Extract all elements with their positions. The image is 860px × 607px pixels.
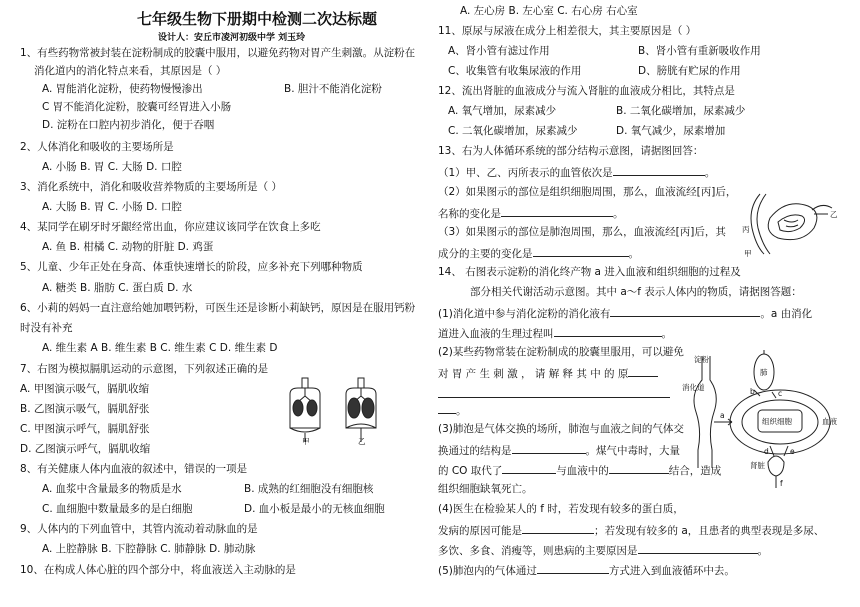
q1-stem-line2: 消化道内的消化特点来看，其原因是（ ） (34, 65, 227, 77)
q1-stem-line1: 1、有些药物常被封装在淀粉制成的胶囊中服用，以避免药物对胃产生刺激。从淀粉在 (20, 47, 416, 59)
q14-label-blood: 血液 (822, 417, 837, 426)
q14-label-b: b (750, 387, 755, 396)
q14-stem-line2: 部分相关代谢活动示意图。其中 a～f 表示人体内的物质，请据图答题： (470, 286, 802, 298)
q14-part4-line2: 发病的原因可能是 ；若发现有较多的 a，且患者的典型表现是多尿、 (438, 522, 824, 539)
q14-label-starch: 淀粉 (694, 355, 709, 364)
q14-label-a: a (720, 411, 725, 420)
q3-options: A. 大肠 B. 胃 C. 小肠 D. 口腔 (42, 201, 182, 213)
q12-option-b: B. 二氧化碳增加，尿素减少 (616, 105, 746, 117)
q14-blank-1[interactable] (610, 305, 760, 317)
q7-option-c: C. 甲图演示呼气，膈肌舒张 (20, 423, 150, 435)
q6-stem-line2: 时没有补充 (20, 322, 73, 334)
q14-blank-8[interactable] (638, 542, 758, 554)
q14-label-d: d (764, 447, 769, 456)
q12-stem: 12、流出肾脏的血液成分与流入肾脏的血液成分相比，其特点是 (438, 85, 735, 97)
q13-blank-3[interactable] (533, 245, 629, 257)
q14-part2-line1: (2)某些药物常装在淀粉制成的胶囊里服用，可以避免 (438, 346, 684, 358)
q10-stem: 10、在构成人体心脏的四个部分中，将血液送入主动脉的是 (20, 564, 296, 576)
q13-part2-line2: 名称的变化是 。 (438, 205, 624, 222)
designer-credit: 设计人：安丘市凌河初级中学 刘玉玲 (158, 33, 306, 43)
q14-part1-line1: (1)消化道中参与消化淀粉的消化液有 。a 由消化 (438, 305, 812, 322)
q14-label-tissue: 组织细胞 (762, 417, 792, 426)
q14-label-f: f (780, 479, 783, 488)
q11-option-a: A、肾小管有滤过作用 (448, 45, 550, 57)
q8-option-b: B. 成熟的红细胞没有细胞核 (244, 483, 374, 495)
q11-option-c: C、收集管有收集尿液的作用 (448, 65, 582, 77)
q11-stem: 11、原尿与尿液在成分上相差很大，其主要原因是（ ） (438, 25, 697, 37)
q12-option-d: D. 氧气减少，尿素增加 (616, 125, 726, 137)
q2-stem: 2、人体消化和吸收的主要场所是 (20, 141, 174, 153)
q13-part2-line1: （2）如果图示的部位是组织细胞周围，那么，血液流经[丙]后， (438, 186, 737, 198)
q1-option-a: A. 胃能消化淀粉，使药物慢慢渗出 (42, 83, 203, 95)
q14-part2-line3 (438, 386, 670, 403)
q13-blank-1[interactable] (613, 164, 705, 176)
q7-option-a: A. 甲图演示吸气，膈肌收缩 (20, 383, 150, 395)
q7-label-jia: 甲 (302, 437, 310, 446)
q14-blank-3b[interactable] (438, 386, 670, 398)
q9-options: A. 上腔静脉 B. 下腔静脉 C. 肺静脉 D. 肺动脉 (42, 543, 256, 555)
page-title: 七年级生物下册期中检测二次达标题 (137, 10, 378, 28)
q6-options: A. 维生素 A B. 维生素 B C. 维生素 C D. 维生素 D (42, 342, 278, 354)
q12-option-c: C. 二氧化碳增加，尿素减少 (448, 125, 578, 137)
q14-label-lung: 肺 (760, 368, 768, 377)
q4-stem: 4、某同学在刷牙时牙龈经常出血，你应建议该同学在饮食上多吃 (20, 221, 321, 233)
q8-option-a: A. 血浆中含量最多的物质是水 (42, 483, 182, 495)
q10-options: A. 左心房 B. 左心室 C. 右心房 右心室 (460, 5, 638, 17)
q13-part3-line1: （3）如果图示的部位是肺泡周围，那么，血液流经[丙]后，其 (438, 226, 726, 238)
q11-option-b: B、肾小管有重新吸收作用 (638, 45, 761, 57)
q14-blank-6[interactable] (609, 462, 669, 474)
q7-option-b: B. 乙图演示吸气，膈肌舒张 (20, 403, 150, 415)
q1-option-b: B. 胆汁不能消化淀粉 (284, 83, 382, 95)
q13-label-bing: 丙 (742, 225, 750, 234)
q14-metabolism-figure (680, 350, 846, 490)
q5-options: A. 糖类 B. 脂肪 C. 蛋白质 D. 水 (42, 282, 193, 294)
q14-blank-4[interactable] (512, 442, 586, 454)
q1-option-d: D. 淀粉在口腔内初步消化，便于吞咽 (42, 119, 215, 131)
q14-part3-line3: 的 CO 取代了 与血液中的 结合，造成 (438, 462, 721, 479)
q2-options: A. 小肠 B. 胃 C. 大肠 D. 口腔 (42, 161, 182, 173)
q13-part1: （1）甲、乙、丙所表示的血管依次是 。 (438, 164, 715, 181)
q14-part4-line1: (4)医生在检验某人的 f 时，若发现有较多的蛋白质， (438, 503, 684, 515)
q14-label-e: e (790, 447, 795, 456)
q14-blank-3c[interactable] (438, 402, 456, 414)
q14-blank-7[interactable] (522, 522, 594, 534)
q13-label-yi: 乙 (830, 210, 838, 219)
q14-label-kidney: 肾脏 (750, 461, 765, 470)
q14-stem: 14、 右图表示淀粉的消化终产物 a 进入血液和组织细胞的过程及 (438, 266, 741, 278)
q1-option-c: C 胃不能消化淀粉，胶囊可经胃进入小肠 (42, 101, 232, 113)
q14-part3-line4: 组织细胞缺氧死亡。 (438, 483, 533, 495)
q7-diaphragm-figure (282, 376, 394, 446)
q14-part2-line2: 对 胃 产 生 刺 激 ， 请 解 释 其 中 的 原 (438, 365, 658, 382)
q14-blank-9[interactable] (537, 562, 609, 574)
q7-stem: 7、右图为模拟膈肌运动的示意图，下列叙述正确的是 (20, 363, 269, 375)
q8-option-d: D. 血小板是最小的无核血细胞 (244, 503, 385, 515)
q13-blank-2[interactable] (501, 205, 613, 217)
q14-label-c: c (778, 389, 783, 398)
q14-part3-line2: 换通过的结构是 。煤气中毒时，大量 (438, 442, 680, 459)
q13-stem: 13、右为人体循环系统的部分结构示意图，请据图回答： (438, 145, 704, 157)
q13-vessel-figure (742, 188, 840, 260)
q14-part3-line1: (3)肺泡是气体交换的场所，肺泡与血液之间的气体交 (438, 423, 684, 435)
q7-jar-jia (290, 378, 320, 442)
q5-stem: 5、儿童、少年正处在身高、体重快速增长的阶段，应多补充下列哪种物质 (20, 261, 363, 273)
q13-label-jia: 甲 (744, 249, 752, 258)
q11-option-d: D、膀胱有贮尿的作用 (638, 65, 741, 77)
q8-stem: 8、有关健康人体内血液的叙述中，错误的一项是 (20, 463, 248, 475)
q14-part5: (5)肺泡内的气体通过 方式进入到血液循环中去。 (438, 562, 735, 579)
q14-blank-5[interactable] (502, 462, 556, 474)
q14-blank-2[interactable] (554, 325, 662, 337)
q14-part1-line2: 道进入血液的生理过程叫 。 (438, 325, 672, 342)
q14-part2-line4: 。 (438, 402, 467, 419)
q8-option-c: C. 血细胞中数量最多的是白细胞 (42, 503, 193, 515)
q3-stem: 3、消化系统中，消化和吸收营养物质的主要场所是（ ） (20, 181, 283, 193)
q6-stem-line1: 6、小莉的妈妈一直注意给她加喂钙粉，可医生还是诊断小莉缺钙，原因是在服用钙粉 (20, 302, 416, 314)
q14-part4-line3: 多饮、多食、消瘦等，则患病的主要原因是 。 (438, 542, 768, 559)
q12-option-a: A. 氧气增加，尿素减少 (448, 105, 557, 117)
q14-label-digestive: 消化道 (682, 383, 705, 392)
q7-label-yi: 乙 (358, 437, 366, 446)
q4-options: A. 鱼 B. 柑橘 C. 动物的肝脏 D. 鸡蛋 (42, 241, 214, 253)
q7-option-d: D. 乙图演示呼气，膈肌收缩 (20, 443, 151, 455)
q14-blank-3a[interactable] (628, 365, 658, 377)
q7-jar-yi (346, 378, 376, 442)
q13-part3-line2: 成分的主要的变化是 。 (438, 245, 639, 262)
q9-stem: 9、人体内的下列血管中，其管内流动着动脉血的是 (20, 523, 258, 535)
